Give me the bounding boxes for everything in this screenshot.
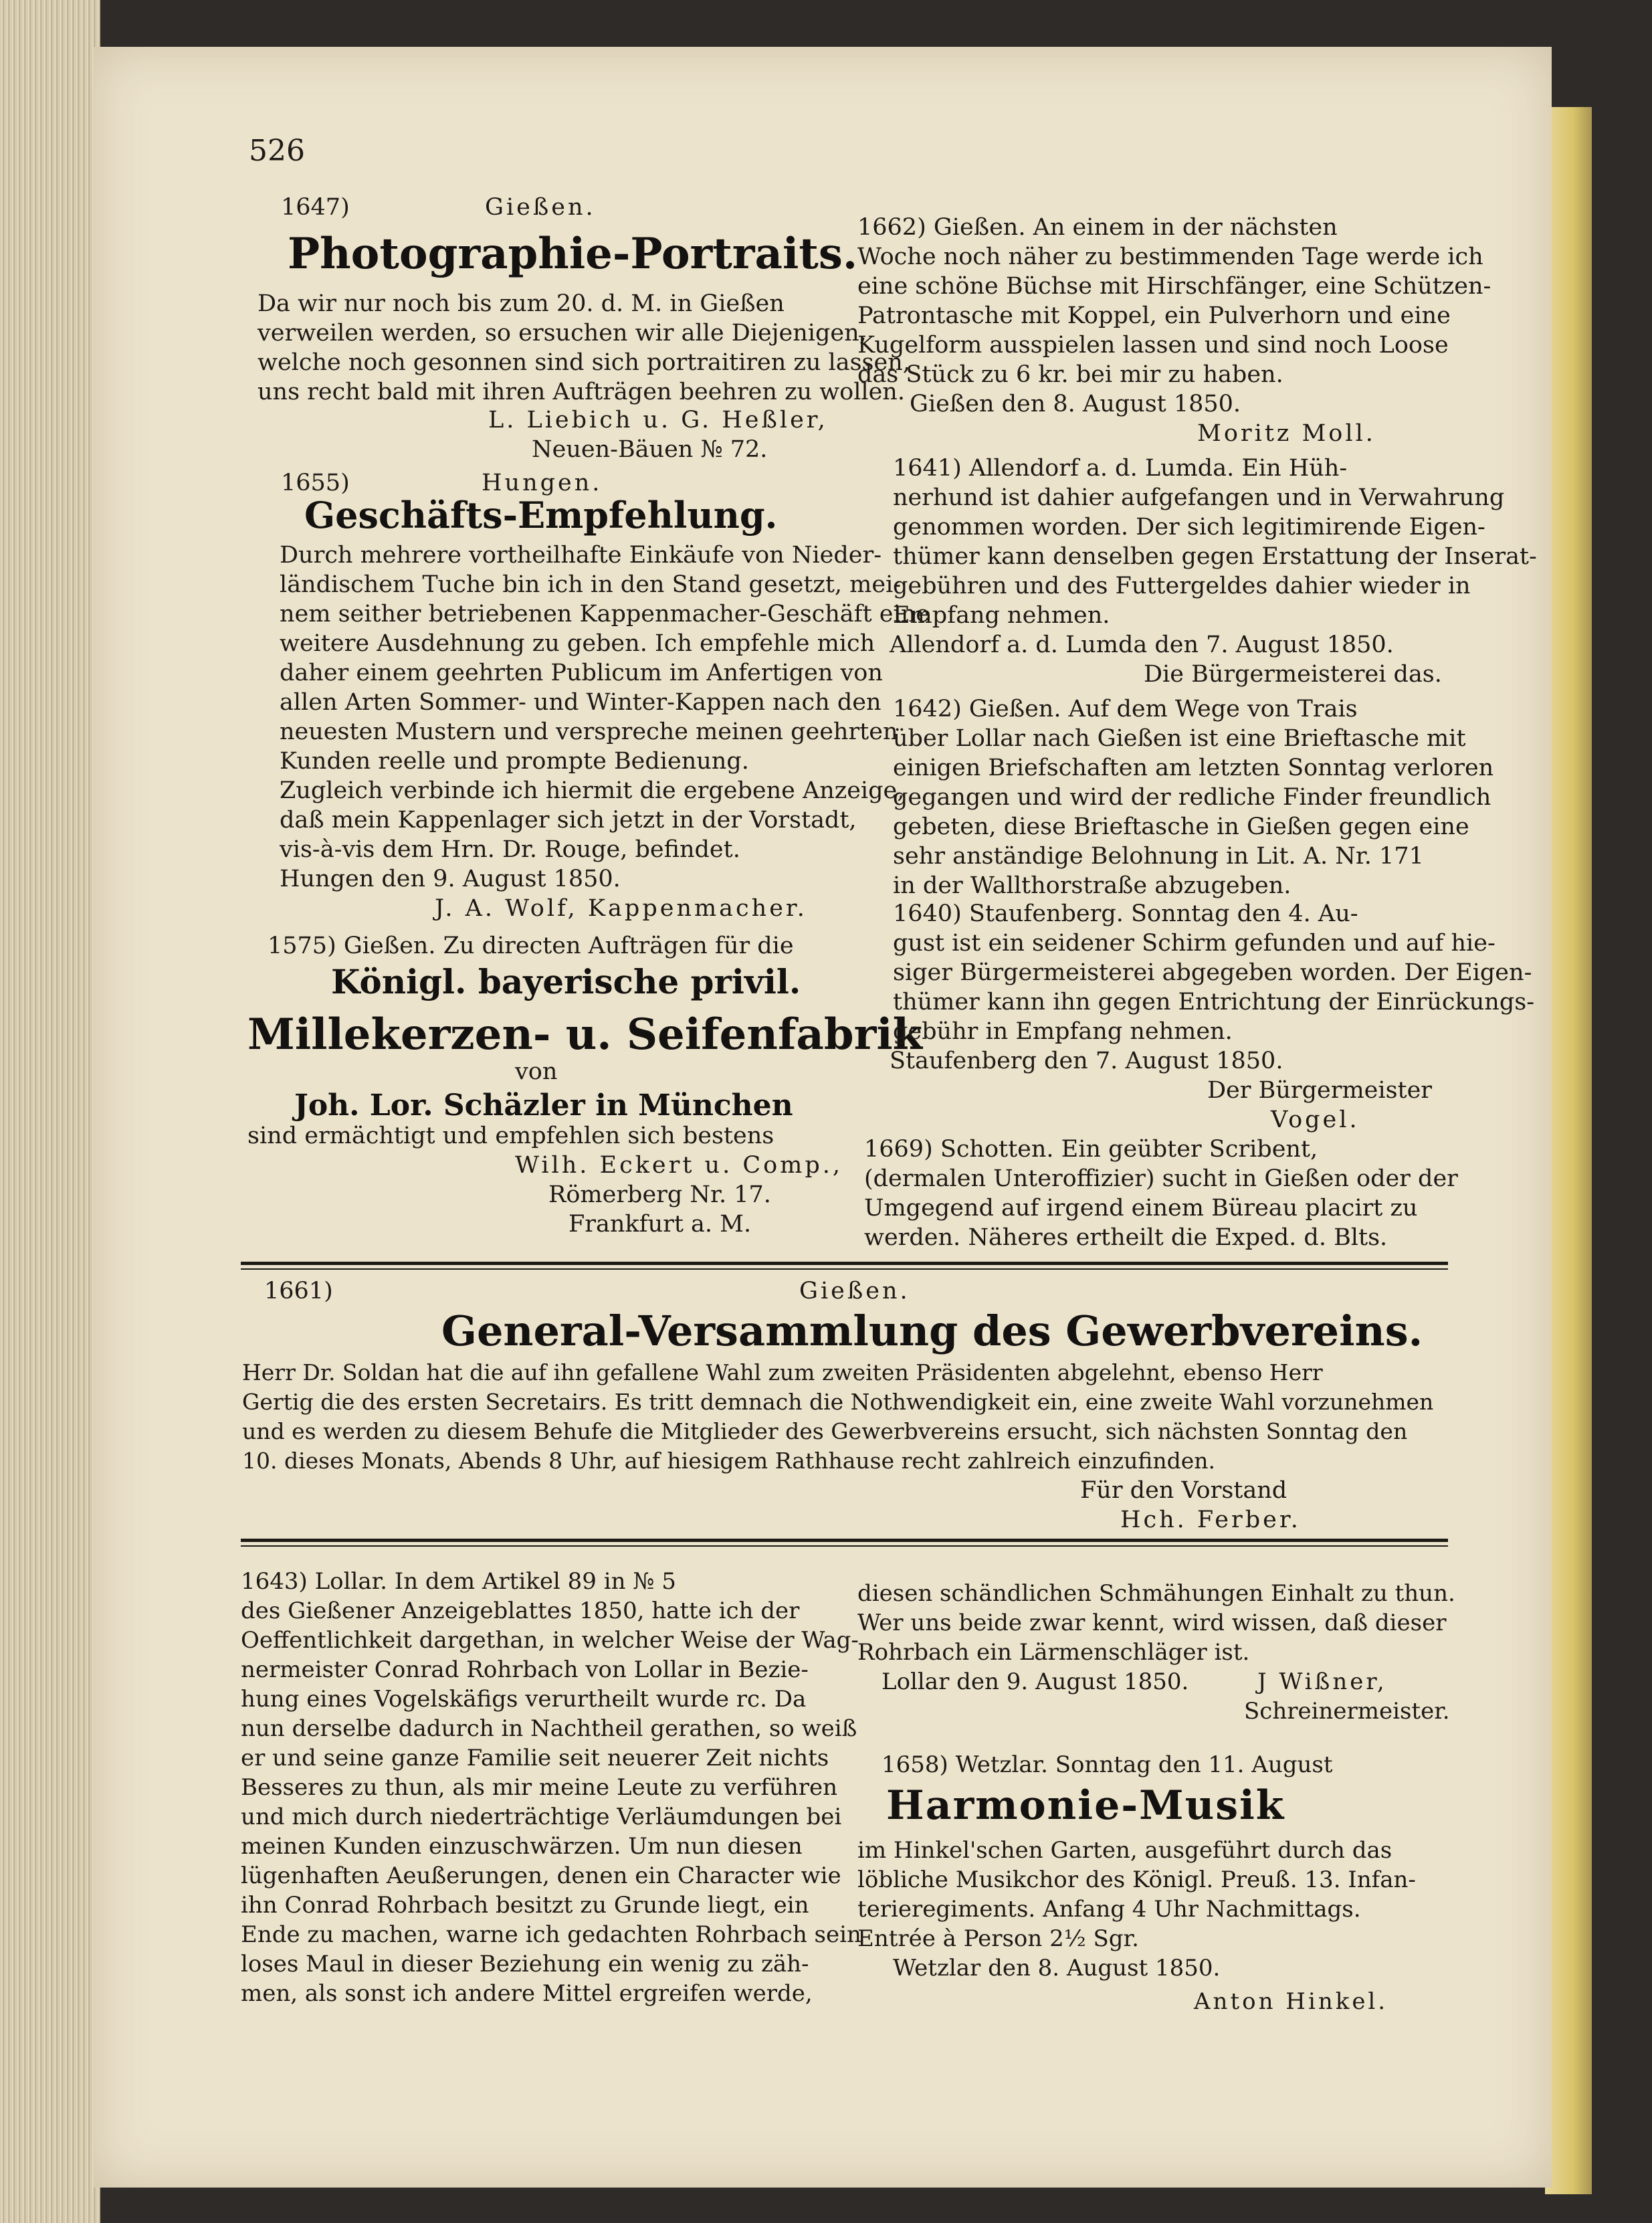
text-line: und es werden zu diesem Behufe die Mitglieder des Gewerbvereins ersucht, sich nächsten Sonntag den [242, 1418, 1408, 1444]
ad-1575-text: sind ermächtigt und empfehlen sich bestens [247, 1123, 775, 1149]
text-line: neuesten Mustern und verspreche meinen geehrten [280, 718, 898, 745]
ad-1661-number: 1661) [264, 1278, 333, 1304]
text-line: er und seine ganze Familie seit neuerer Zeit nichts [241, 1745, 829, 1771]
text-line: 1669) Schotten. Ein geübter Scribent, [864, 1136, 1318, 1163]
text-line: men, als sonst ich andere Mittel ergreifen werde, [241, 1980, 813, 2007]
text-line: hung eines Vogelskäfigs verurtheilt wurde rc. Da [241, 1686, 807, 1713]
text-line: werden. Näheres ertheilt die Exped. d. Blts. [864, 1224, 1388, 1251]
horizontal-rule-thin [241, 1545, 1448, 1547]
text-line: Kugelform ausspielen lassen und sind noch Loose [857, 332, 1449, 359]
text-line: Herr Dr. Soldan hat die auf ihn gefallene Wahl zum zweiten Präsidenten abgelehnt, ebenso Herr [242, 1359, 1323, 1385]
ad-1575-firm: Joh. Lor. Schäzler in München [294, 1088, 793, 1123]
yellow-page-edge [1545, 107, 1592, 2194]
text-line: gebühr in Empfang nehmen. [893, 1018, 1233, 1045]
ad-1661-place: Gießen. [799, 1278, 910, 1304]
ad-1661-name: Hch. Ferber. [1120, 1507, 1301, 1533]
ad-1662-text [857, 213, 1491, 389]
ad-1643-signature: J Wißner, [1257, 1668, 1387, 1695]
horizontal-rule [241, 1262, 1448, 1265]
ad-1669-text [864, 1135, 1458, 1252]
text-line: Entrée à Person 2½ Sgr. [857, 1925, 1139, 1952]
ad-1655-text [280, 541, 930, 864]
text-line: im Hinkel'schen Garten, ausgeführt durch das [857, 1837, 1392, 1864]
ad-1662-date: Gießen den 8. August 1850. [910, 391, 1241, 417]
text-line: nermeister Conrad Rohrbach von Lollar in Bezie- [241, 1656, 809, 1683]
ad-1575-intro: 1575) Gießen. Zu directen Aufträgen für die [268, 933, 794, 959]
ad-1640-date: Staufenberg den 7. August 1850. [890, 1048, 1283, 1074]
text-line: eine schöne Büchse mit Hirschfänger, eine Schützen- [857, 273, 1491, 300]
ad-1647-place: Gießen. [485, 194, 596, 221]
text-line: Zugleich verbinde ich hiermit die ergebene Anzeige, [280, 777, 905, 804]
text-line: Rohrbach ein Lärmenschläger ist. [857, 1639, 1250, 1666]
text-line: thümer kann denselben gegen Erstattung der Inserat- [893, 543, 1537, 570]
ad-1640-text [893, 899, 1534, 1046]
ad-1661-text [242, 1358, 1433, 1476]
ad-1641-date: Allendorf a. d. Lumda den 7. August 1850. [890, 632, 1394, 658]
text-line: (dermalen Unteroffizier) sucht in Gießen oder der [864, 1165, 1458, 1192]
text-line: 1641) Allendorf a. d. Lumda. Ein Hüh- [893, 455, 1348, 482]
ad-1658-text [857, 1836, 1416, 1953]
ad-1575-address: Römerberg Nr. 17. [548, 1181, 771, 1208]
ad-1655-headline: Geschäfts-Empfehlung. [304, 494, 778, 537]
text-line: sehr anständige Belohnung in Lit. A. Nr. 171 [893, 843, 1424, 870]
ad-1655-date: Hungen den 9. August 1850. [280, 866, 621, 892]
text-line: siger Bürgermeisterei abgegeben worden. Der Eigen- [893, 959, 1532, 986]
ad-1655-number: 1655) [281, 470, 350, 496]
ad-1640-name: Vogel. [1271, 1106, 1360, 1133]
text-line: 10. dieses Monats, Abends 8 Uhr, auf hiesigem Rathhause recht zahlreich einzufinden. [242, 1448, 1215, 1474]
text-line: lügenhaften Aeußerungen, denen ein Character wie [241, 1862, 841, 1889]
text-line: allen Arten Sommer- und Winter-Kappen nach den [280, 689, 882, 716]
text-line: meinen Kunden einzuschwärzen. Um nun diesen [241, 1833, 803, 1860]
text-line: Wer uns beide zwar kennt, wird wissen, daß dieser [857, 1610, 1447, 1636]
text-line: ihn Conrad Rohrbach besitzt zu Grunde liegt, ein [241, 1892, 809, 1919]
ad-1661-signature: Für den Vorstand [1080, 1477, 1287, 1504]
text-line: und mich durch niederträchtige Verläumdungen bei [241, 1804, 842, 1830]
text-line: thümer kann ihn gegen Entrichtung der Einrückungs- [893, 989, 1535, 1016]
text-line: terieregiments. Anfang 4 Uhr Nachmittags. [857, 1896, 1361, 1923]
ad-1640-signature: Der Bürgermeister [1207, 1077, 1433, 1104]
ad-1641-signature: Die Bürgermeisterei das. [1144, 661, 1442, 688]
text-line: des Gießener Anzeigeblattes 1850, hatte ich der [241, 1598, 800, 1624]
text-line: Umgegend auf irgend einem Büreau placirt zu [864, 1195, 1418, 1222]
ad-1641-text [893, 454, 1537, 630]
text-line: gegangen und wird der redliche Finder freundlich [893, 784, 1491, 811]
text-line: 1640) Staufenberg. Sonntag den 4. Au- [893, 900, 1358, 927]
text-line: einigen Briefschaften am letzten Sonntag verloren [893, 755, 1494, 781]
ad-1655-signature: J. A. Wolf, Kappenmacher. [435, 895, 807, 922]
text-line: über Lollar nach Gießen ist eine Brieftasche mit [893, 725, 1466, 752]
ad-1662-signature: Moritz Moll. [1197, 420, 1376, 447]
ad-1658-signature: Anton Hinkel. [1194, 1988, 1388, 2015]
text-line: Durch mehrere vortheilhafte Einkäufe von Nieder- [280, 542, 882, 569]
text-line: 1642) Gießen. Auf dem Wege von Trais [893, 696, 1358, 722]
text-line: nerhund ist dahier aufgefangen und in Verwahrung [893, 484, 1505, 511]
ad-1643-date: Lollar den 9. August 1850. [882, 1668, 1189, 1695]
text-line: gebühren und des Futtergeldes dahier wieder in [893, 573, 1471, 599]
text-line: Ende zu machen, warne ich gedachten Rohrbach sein [241, 1921, 861, 1948]
text-line: 1662) Gießen. An einem in der nächsten [857, 214, 1338, 241]
text-line: Woche noch näher zu bestimmenden Tage werde ich [857, 244, 1483, 270]
text-line: Besseres zu thun, als mir meine Leute zu verführen [241, 1774, 838, 1801]
text-line: diesen schändlichen Schmähungen Einhalt zu thun. [857, 1580, 1455, 1607]
ad-1575-headline-1: Königl. bayerische privil. [331, 962, 801, 1001]
text-line: genommen worden. Der sich legitimirende Eigen- [893, 514, 1485, 541]
ad-1658-headline: Harmonie-Musik [886, 1782, 1285, 1829]
text-line: gust ist ein seidener Schirm gefunden und auf hie- [893, 930, 1495, 957]
text-line: ländischem Tuche bin ich in den Stand gesetzt, mei- [280, 571, 902, 598]
ad-1575-von: von [515, 1058, 558, 1085]
text-line: 1643) Lollar. In dem Artikel 89 in № 5 [241, 1568, 676, 1595]
ad-1575-headline-2: Millekerzen- u. Seifenfabrik [247, 1009, 922, 1060]
ad-1647-address: Neuen-Bäuen № 72. [532, 436, 768, 463]
ad-1575-signature: Wilh. Eckert u. Comp., [515, 1152, 843, 1179]
ad-1643-profession: Schreinermeister. [1244, 1698, 1450, 1725]
ad-1647-signature: L. Liebich u. G. Heßler, [488, 407, 828, 433]
text-line: Kunden reelle und prompte Bedienung. [280, 748, 749, 775]
ad-1643-continuation [857, 1579, 1455, 1667]
text-line: Empfang nehmen. [893, 602, 1110, 629]
text-line: uns recht bald mit ihren Aufträgen beehren zu wollen. [257, 379, 905, 405]
text-line: Da wir nur noch bis zum 20. d. M. in Gießen [257, 290, 785, 317]
ad-1655-place: Hungen. [482, 470, 603, 496]
ad-1575-city: Frankfurt a. M. [569, 1211, 752, 1238]
page-number: 526 [249, 134, 305, 168]
text-line: weitere Ausdehnung zu geben. Ich empfehle mich [280, 630, 875, 657]
text-line: verweilen werden, so ersuchen wir alle Diejenigen, [257, 320, 867, 347]
ad-1647-number: 1647) [281, 194, 350, 221]
text-line: daher einem geehrten Publicum im Anfertigen von [280, 660, 883, 686]
text-line: vis-à-vis dem Hrn. Dr. Rouge, befindet. [280, 836, 740, 863]
ad-1658-date: Wetzlar den 8. August 1850. [893, 1955, 1221, 1982]
ad-1643-text [241, 1567, 861, 2008]
horizontal-rule [241, 1539, 1448, 1542]
text-line: welche noch gesonnen sind sich portraitiren zu lassen, [257, 349, 910, 376]
text-line: Oeffentlichkeit dargethan, in welcher Weise der Wag- [241, 1627, 859, 1654]
ad-1647-text [257, 289, 910, 407]
book-page-edges [0, 0, 100, 2223]
text-line: loses Maul in dieser Beziehung ein wenig zu zäh- [241, 1951, 809, 1977]
ad-1647-headline: Photographie-Portraits. [288, 229, 858, 279]
text-line: daß mein Kappenlager sich jetzt in der Vorstadt, [280, 807, 857, 834]
text-line: Gertig die des ersten Secretairs. Es tritt demnach die Nothwendigkeit ein, eine zweite Wahl vorzunehmen [242, 1389, 1434, 1415]
text-line: in der Wallthorstraße abzugeben. [893, 872, 1292, 899]
text-line: löbliche Musikchor des Königl. Preuß. 13. Infan- [857, 1866, 1416, 1893]
text-line: nem seither betriebenen Kappenmacher-Geschäft eine [280, 601, 930, 627]
text-line: nun derselbe dadurch in Nachtheil gerathen, so weiß [241, 1715, 857, 1742]
text-line: gebeten, diese Brieftasche in Gießen gegen eine [893, 813, 1469, 840]
horizontal-rule-thin [241, 1268, 1448, 1270]
ad-1642-text [893, 694, 1493, 900]
ad-1661-headline: General-Versammlung des Gewerbvereins. [441, 1307, 1423, 1355]
text-line: Patrontasche mit Koppel, ein Pulverhorn und eine [857, 302, 1451, 329]
ad-1658-intro: 1658) Wetzlar. Sonntag den 11. August [882, 1751, 1333, 1778]
text-line: das Stück zu 6 kr. bei mir zu haben. [857, 361, 1283, 388]
